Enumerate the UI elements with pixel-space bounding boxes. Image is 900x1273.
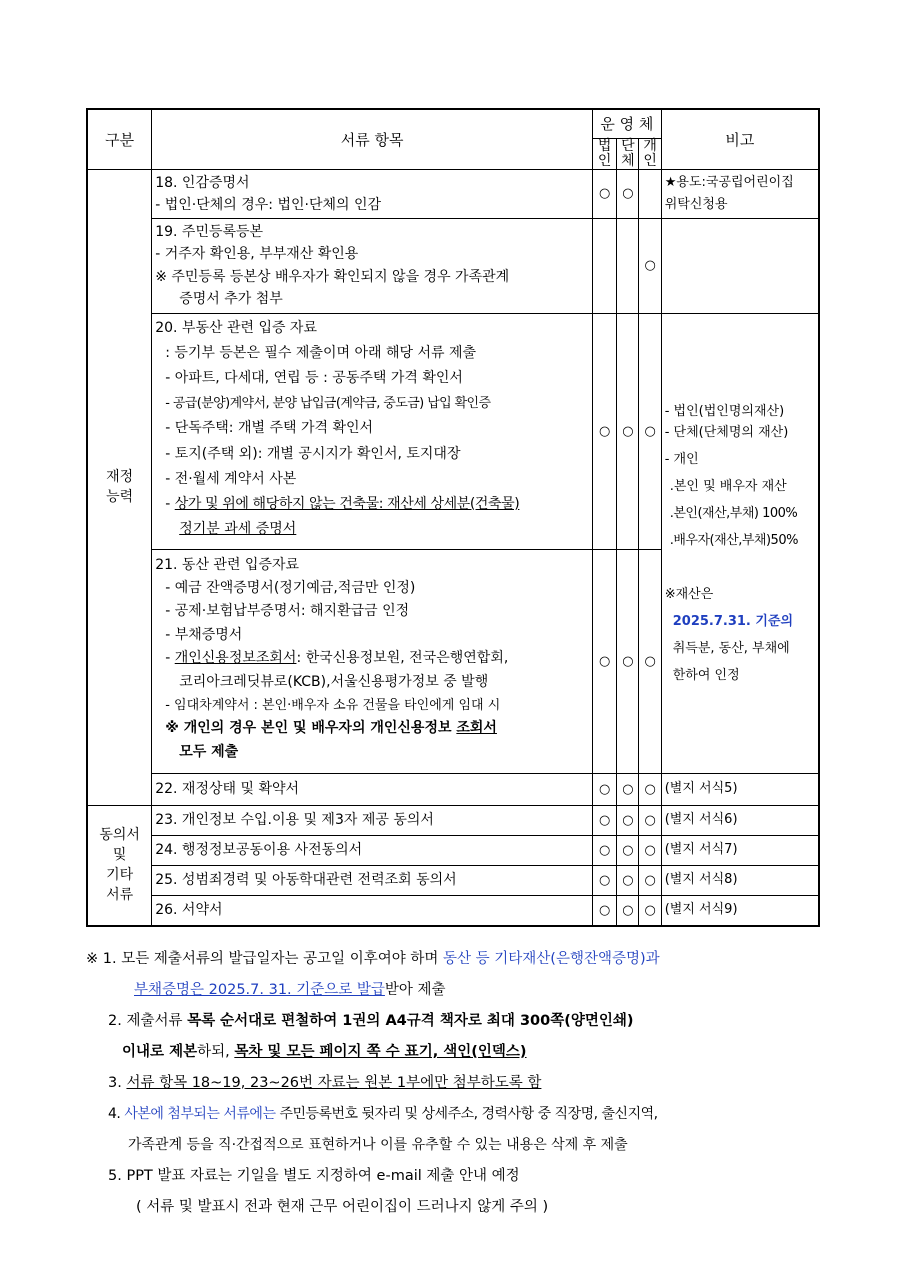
- row-23-items: [152, 805, 593, 835]
- row-20-line-7: - 전·월세 계약서 사본: [165, 470, 297, 487]
- row-21-line-8-text: ※ 개인의 경우 본인 및 배우자의 개인신용정보: [165, 720, 452, 737]
- mark-26-corp: ○: [593, 895, 617, 926]
- row-21-line-6: 코리아크레딧뷰로(KCB),서울신용평가정보 중 발행: [179, 673, 489, 690]
- row-19-line-3: ※ 주민등록 등본상 배우자가 확인되지 않을 경우 가족관계: [155, 268, 510, 285]
- footnote-4-text: 주민등록번호 뒷자리 및 상세주소, 경력사항 중 직장명, 출신지역,: [279, 1106, 658, 1122]
- row-20-line-8-dash: -: [165, 495, 171, 512]
- row-21-line-9: 모두 제출: [179, 743, 239, 760]
- row-25-note: (별지 서식8): [661, 865, 819, 895]
- footnote-3-text: 서류 항목 18~19, 23~26번 자료는 원본 1부에만 첨부하도록 함: [126, 1075, 542, 1091]
- table-row-18: [87, 169, 819, 218]
- row-20-line-1: 20. 부동산 관련 입증 자료: [155, 319, 317, 336]
- mark-23-personal: ○: [639, 805, 661, 835]
- mark-18-group: ○: [617, 169, 639, 218]
- row-18-line-2: - 법인·단체의 경우: 법인·단체의 인감: [155, 196, 382, 213]
- header-corp: [593, 138, 617, 169]
- mark-26-group: ○: [617, 895, 639, 926]
- mark-21-personal: ○: [639, 549, 661, 773]
- footnote-4-highlight: 사본에 첨부되는 서류에는: [124, 1106, 276, 1122]
- mark-25-corp: ○: [593, 865, 617, 895]
- finance-note-line-6: .배우자(재산,부채)50%: [669, 532, 798, 548]
- footnote-2-text: 2. 제출서류: [108, 1013, 183, 1029]
- footnote-2-line-1: [86, 1006, 826, 1037]
- mark-24-corp: ○: [593, 835, 617, 865]
- row-21-line-3: - 공제·보험납부증명서: 해지환급금 인정: [165, 603, 410, 620]
- row-19-line-1: 19. 주민등록등본: [155, 223, 264, 240]
- category-consent-line-4: 서류: [106, 887, 134, 903]
- row-20-line-3: - 아파트, 다세대, 연립 등 : 공동주택 가격 확인서: [165, 369, 463, 386]
- finance-note-line-9: 취득분, 동산, 부채에: [672, 640, 790, 656]
- finance-note-line-8: 2025.7.31. 기준의: [672, 613, 794, 629]
- row-20-line-5: - 단독주택: 개별 주택 가격 확인서: [165, 420, 374, 437]
- row-20-line-8: [155, 492, 590, 517]
- footnotes: [86, 944, 826, 1223]
- row-20-line-9: 정기분 과세 증명서: [179, 521, 297, 538]
- table-row-20: [87, 313, 819, 549]
- row-24-note: (별지 서식7): [661, 835, 819, 865]
- header-group: [617, 138, 639, 169]
- row-20-line-4: - 공급(분양)계약서, 분양 납입금(계약금, 중도금) 납입 확인증: [165, 396, 491, 412]
- header-items: 서류 항목: [152, 109, 593, 169]
- mark-19-group: [617, 218, 639, 313]
- header-corp-text: 법인: [597, 137, 612, 169]
- row-21-line-8: [155, 717, 590, 740]
- row-18-note: [661, 169, 819, 218]
- category-consent-line-3: 기타: [106, 867, 134, 883]
- finance-note-line-4: .본인 및 배우자 재산: [669, 478, 787, 494]
- mark-24-personal: ○: [639, 835, 661, 865]
- mark-20-personal: ○: [639, 313, 661, 549]
- footnote-2-underlined: 목차 및 모든 페이지 쪽 수 표기, 색인(인덱스): [234, 1044, 527, 1060]
- mark-25-personal: ○: [639, 865, 661, 895]
- row-18-items: [152, 169, 593, 218]
- footnote-3-num: 3.: [108, 1075, 122, 1091]
- mark-19-corp: [593, 218, 617, 313]
- row-21-line-7: - 임대차계약서 : 본인·배우자 소유 건물을 타인에게 임대 시: [165, 697, 501, 713]
- footnote-1-end: 받아 제출: [384, 982, 446, 998]
- header-personal: [639, 138, 661, 169]
- category-consent: [87, 805, 152, 926]
- table-row-19: [87, 218, 819, 313]
- header-personal-text: 개인: [643, 137, 657, 169]
- row-18-line-1: 18. 인감증명서: [155, 174, 250, 191]
- row-24-text: 24. 행정정보공동이용 사전동의서: [155, 841, 363, 858]
- row-21-line-1: 21. 동산 관련 입증자료: [155, 556, 300, 573]
- category-finance: [87, 169, 152, 805]
- row-22-text: 22. 재정상태 및 확약서: [155, 780, 300, 797]
- row-26-text: 26. 서약서: [155, 901, 223, 918]
- row-20-line-2: : 등기부 등본은 필수 제출이며 아래 해당 서류 제출: [165, 344, 477, 361]
- mark-25-group: ○: [617, 865, 639, 895]
- row-21-line-8-underlined: 조회서: [456, 720, 497, 737]
- finance-note: [661, 313, 819, 773]
- row-25-text: 25. 성범죄경력 및 아동학대관련 전력조회 동의서: [155, 871, 457, 888]
- mark-20-corp: ○: [593, 313, 617, 549]
- mark-24-group: ○: [617, 835, 639, 865]
- footnote-3: [86, 1068, 826, 1099]
- category-finance-line-1: 재정: [106, 469, 134, 485]
- row-26-items: [152, 895, 593, 926]
- header-row-1: [87, 109, 819, 138]
- table-row-26: [87, 895, 819, 926]
- footnote-5-line-1: 5. PPT 발표 자료는 기일을 별도 지정하여 e-mail 제출 안내 예정: [108, 1168, 520, 1184]
- row-18-note-line-2: 위탁신청용: [664, 196, 728, 212]
- table-row-24: [87, 835, 819, 865]
- footnote-4-line-2: 가족관계 등을 직·간접적으로 표현하거나 이를 유추할 수 있는 내용은 삭제 후 제출: [128, 1137, 628, 1153]
- row-21-line-2: - 예금 잔액증명서(정기예금,적금만 인정): [165, 579, 416, 596]
- row-20-line-8-text: 상가 및 위에 해당하지 않는 건축물: 재산세 상세분(건축물): [174, 495, 520, 512]
- row-21-line-5: [155, 647, 590, 670]
- footnote-1-line-1: [86, 944, 826, 975]
- finance-note-line-1: - 법인(법인명의재산): [664, 403, 785, 419]
- row-21-line-5-rest: : 한국신용정보원, 전국은행연합회,: [296, 650, 509, 667]
- mark-22-personal: ○: [639, 773, 661, 805]
- footnote-2-line-2: [86, 1037, 826, 1068]
- row-23-note: (별지 서식6): [661, 805, 819, 835]
- row-24-items: [152, 835, 593, 865]
- footnote-1-underlined: 부채증명은 2025.7. 31. 기준으로 발급: [134, 982, 385, 998]
- category-consent-line-1: 동의서: [99, 827, 140, 843]
- row-19-line-4: 증명서 추가 첨부: [179, 291, 283, 307]
- row-26-note: (별지 서식9): [661, 895, 819, 926]
- mark-21-group: ○: [617, 549, 639, 773]
- footnote-1-highlight: 동산 등 기타재산(은행잔액증명)과: [443, 951, 660, 967]
- row-25-items: [152, 865, 593, 895]
- table-row-25: [87, 865, 819, 895]
- header-category: 구분: [87, 109, 152, 169]
- mark-23-corp: ○: [593, 805, 617, 835]
- table-row-22: [87, 773, 819, 805]
- row-23-text: 23. 개인정보 수입.이용 및 제3자 제공 동의서: [155, 811, 434, 828]
- row-19-note: [661, 218, 819, 313]
- finance-note-line-2: - 단체(단체명의 재산): [664, 424, 789, 440]
- row-18-note-line-1: ★용도:국공립어린이집: [664, 174, 794, 190]
- document-table: [86, 108, 820, 927]
- row-20-line-6: - 토지(주택 외): 개별 공시지가 확인서, 토지대장: [165, 445, 461, 462]
- mark-22-group: ○: [617, 773, 639, 805]
- footnote-4-num: 4.: [108, 1106, 121, 1122]
- category-consent-line-2: 및: [112, 847, 127, 863]
- row-21-line-5-dash: -: [165, 650, 171, 667]
- table-row-23: [87, 805, 819, 835]
- row-22-items: [152, 773, 593, 805]
- row-21-line-5-underlined: 개인신용정보조회서: [174, 650, 297, 667]
- row-20-items: [152, 313, 593, 549]
- row-22-note: (별지 서식5): [661, 773, 819, 805]
- finance-note-line-5: .본인(재산,부채) 100%: [669, 505, 798, 521]
- mark-18-corp: ○: [593, 169, 617, 218]
- footnote-2-mid: 하되,: [197, 1044, 230, 1060]
- footnote-2-bold: 목록 순서대로 편철하여 1권의 A4규격 책자로 최대 300쪽(양면인쇄): [187, 1013, 634, 1029]
- header-group-text: 단체: [621, 137, 635, 169]
- mark-26-personal: ○: [639, 895, 661, 926]
- footnote-5-line-2: ( 서류 및 발표시 전과 현재 근무 어린이집이 드러나지 않게 주의 ): [136, 1199, 549, 1215]
- finance-note-line-10: 한하여 인정: [672, 667, 740, 683]
- mark-22-corp: ○: [593, 773, 617, 805]
- row-21-items: [152, 549, 593, 773]
- mark-21-corp: ○: [593, 549, 617, 773]
- footnote-1-text: ※ 1. 모든 제출서류의 발급일자는 공고일 이후여야 하며: [86, 951, 439, 967]
- category-finance-line-2: 능력: [106, 489, 134, 505]
- mark-18-personal: [639, 169, 661, 218]
- row-19-line-2: - 거주자 확인용, 부부재산 확인용: [155, 246, 359, 262]
- footnote-4-line-1: [86, 1099, 826, 1130]
- header-operation: 운 영 체: [593, 109, 662, 138]
- header-remarks: 비고: [661, 109, 819, 169]
- finance-note-line-3: - 개인: [664, 451, 699, 467]
- mark-19-personal: ○: [639, 218, 661, 313]
- footnote-2-bold-2: 이내로 제본: [122, 1044, 198, 1060]
- mark-23-group: ○: [617, 805, 639, 835]
- row-19-items: [152, 218, 593, 313]
- footnote-1-line-2: [86, 975, 826, 1006]
- finance-note-line-7: ※재산은: [664, 586, 714, 602]
- row-21-line-4: - 부채증명서: [165, 626, 243, 643]
- mark-20-group: ○: [617, 313, 639, 549]
